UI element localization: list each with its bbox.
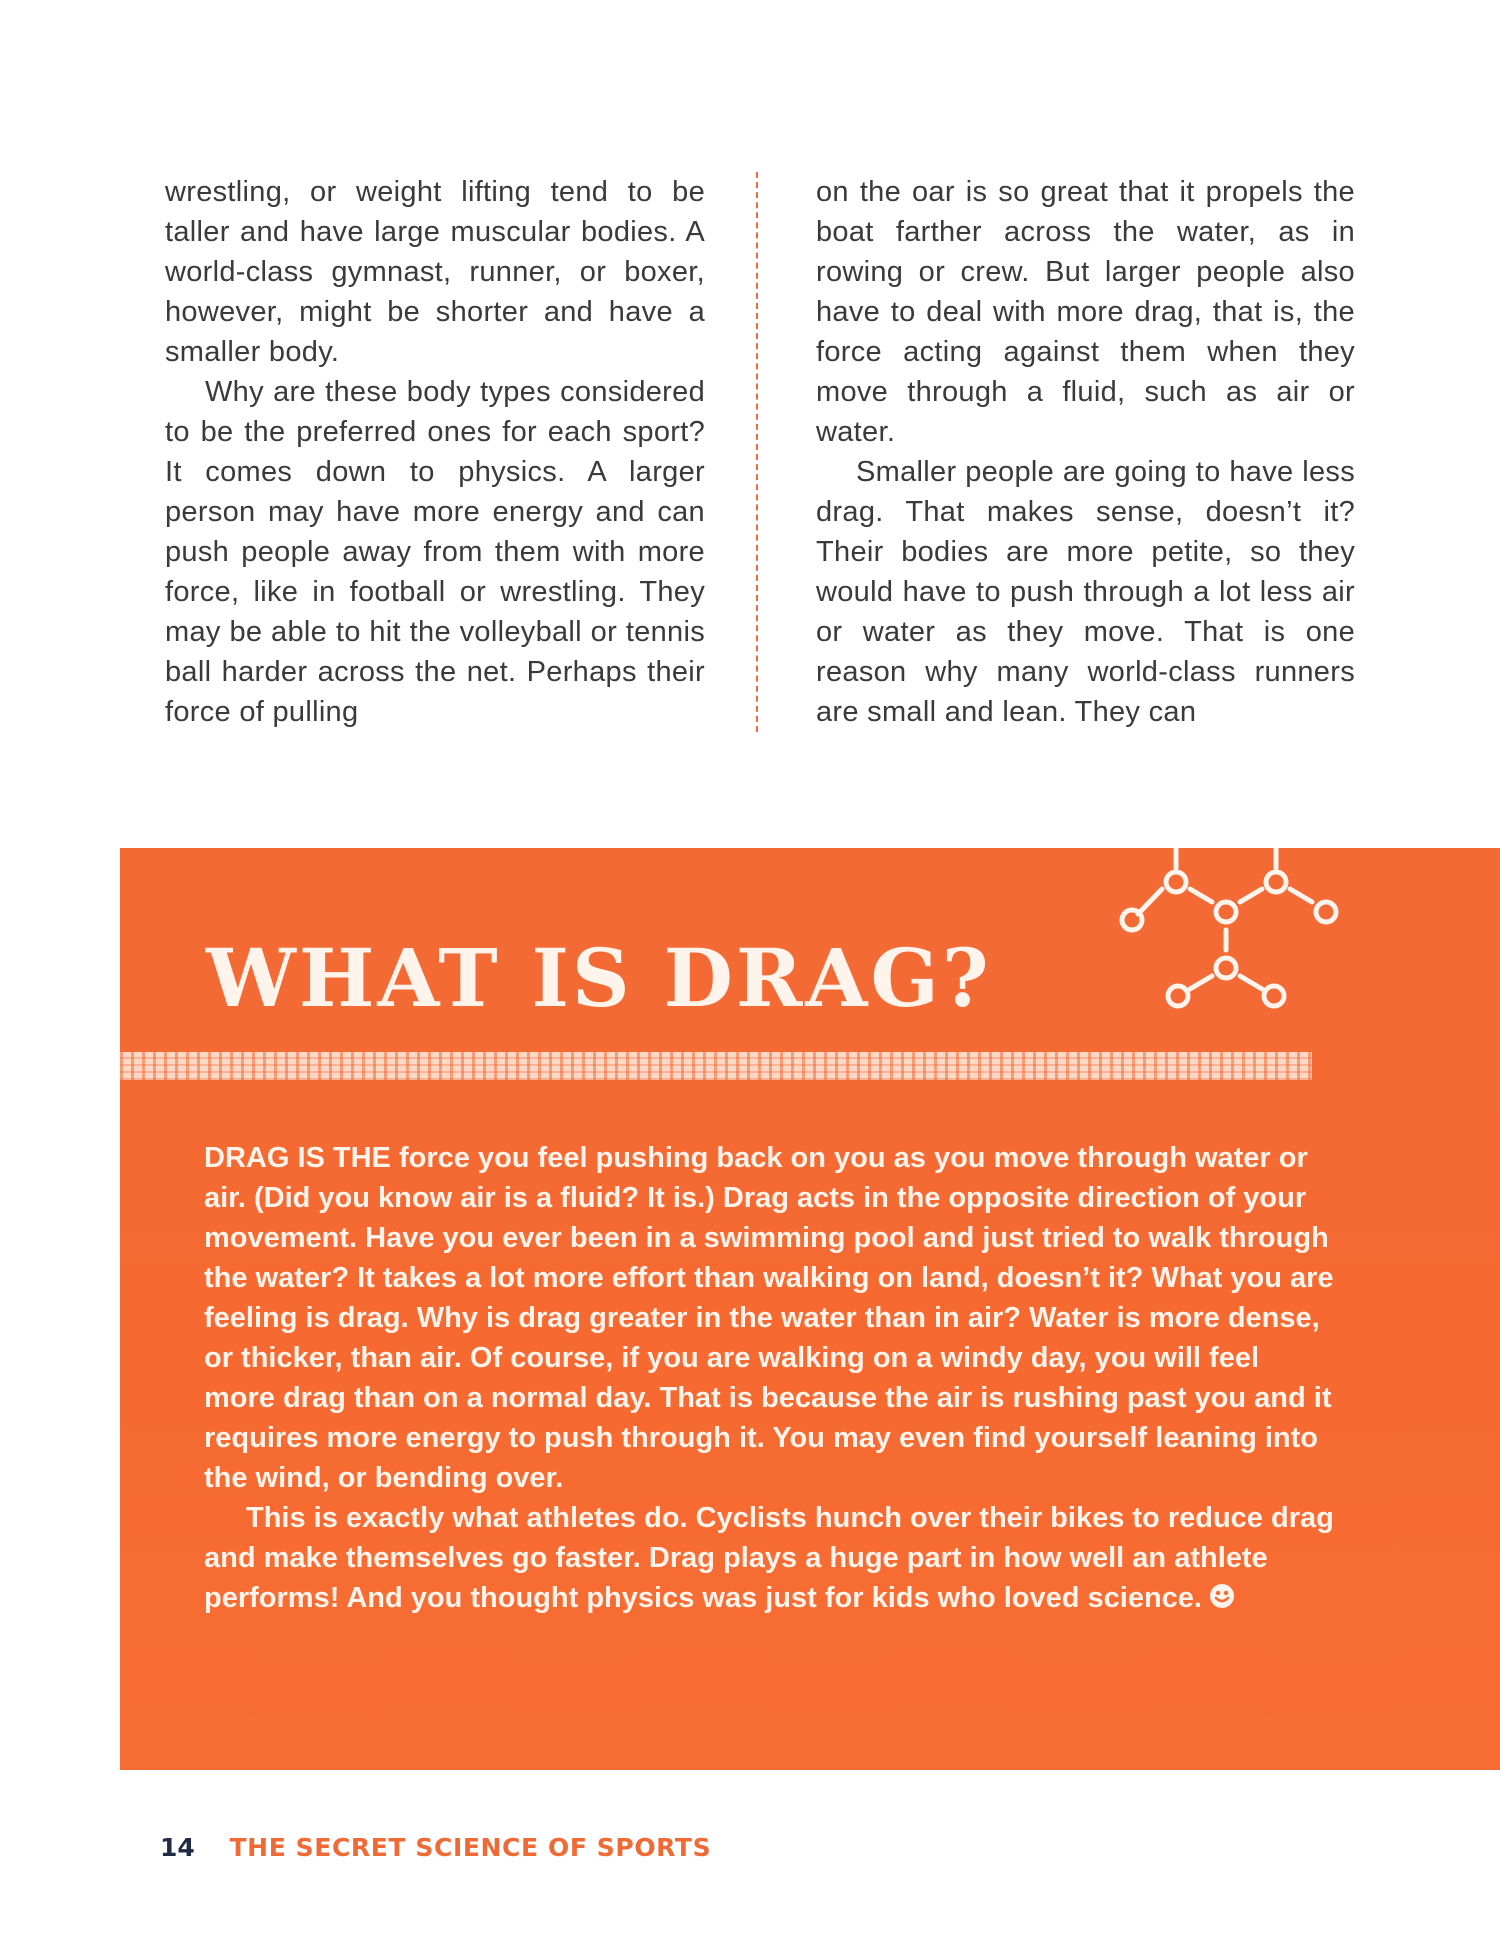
lead-in: DRAG IS THE bbox=[204, 1142, 391, 1174]
sidebar-title: WHAT IS DRAG? bbox=[206, 931, 992, 1025]
molecule-icon bbox=[1112, 848, 1352, 1018]
column-divider bbox=[756, 172, 758, 732]
paragraph: Why are these body types considered to be the preferred ones for each sport? It comes down to physics. A larger person may have more energy and can push people away from them with more force, like in football or wrestling. They may be able to hit the volleyball or tennis ball harder across the net. Perhaps their force of pulling bbox=[165, 376, 705, 728]
distressed-rule bbox=[120, 1052, 1312, 1080]
page-number: 14 bbox=[160, 1833, 195, 1862]
text-column-left bbox=[165, 172, 705, 732]
paragraph: Smaller people are going to have less drag. That makes sense, doesn’t it? Their bodies are more petite, so they would have to push through a lot less air or water as they move. That is one reason why many world-class runners are small and lean. They can bbox=[816, 456, 1355, 728]
page-footer bbox=[160, 1832, 711, 1864]
paragraph bbox=[204, 1138, 1334, 1498]
running-title: THE SECRET SCIENCE OF SPORTS bbox=[229, 1833, 712, 1862]
sidebar-body bbox=[204, 1138, 1334, 1618]
text-column-right bbox=[816, 172, 1355, 732]
paragraph-text: This is exactly what athletes do. Cyclists hunch over their bikes to reduce drag and make themselves go faster. Drag plays a huge part in how well an athlete performs! And you thought physics was just for kids who loved science. bbox=[204, 1502, 1334, 1614]
paragraph: wrestling, or weight lifting tend to be taller and have large muscular bodies. A world-class gymnast, runner, or boxer, however, might be shorter and have a smaller body. bbox=[165, 176, 705, 368]
paragraph: on the oar is so great that it propels the boat farther across the water, as in rowing or crew. But larger people also have to deal with more drag, that is, the force acting against them when they move through a fluid, such as air or water. bbox=[816, 176, 1355, 448]
paragraph-text: force you feel pushing back on you as you move through water or air. (Did you know air is a fluid? It is.) Drag acts in the opposite direction of your movement. Have you ever been in a swimming pool and just tried to walk through the water? It takes a lot more effort than walking on land, doesn’t it? What you are feeling is drag. Why is drag greater in the water than in air? Water is more dense, or thicker, than air. Of course, if you are walking on a windy day, you will feel more drag than on a normal day. That is because the air is rushing past you and it requires more energy to push through it. You may even find yourself leaning into the wind, or bending over. bbox=[204, 1142, 1334, 1494]
smiley-icon bbox=[1208, 1582, 1236, 1610]
paragraph bbox=[204, 1498, 1334, 1618]
what-is-drag-sidebar bbox=[120, 848, 1500, 1770]
